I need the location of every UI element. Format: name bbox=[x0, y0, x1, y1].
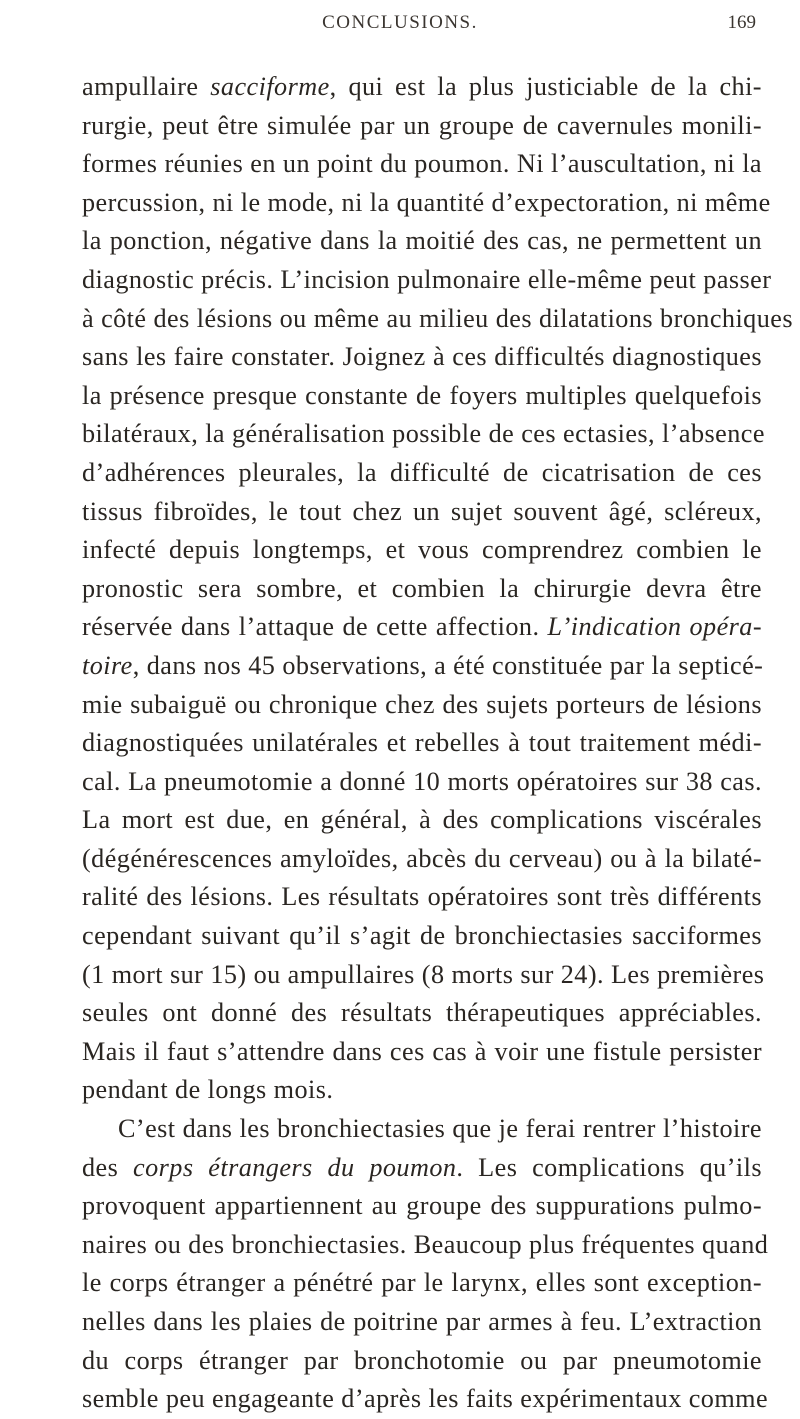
text-line bbox=[82, 107, 762, 146]
text-run: percussion, ni le mode, ni la quantité d’expectoration, ni même bbox=[82, 187, 771, 217]
text-run: à côté des lésions ou même au milieu des dilatations bronchiques bbox=[82, 303, 793, 333]
text-run: cependant suivant qu’il s’agit de bronchiectasies sacciformes bbox=[82, 921, 762, 951]
text-run: Mais il faut s’attendre dans ces cas à voir une fistule persister bbox=[82, 1036, 762, 1066]
text-run: infecté depuis longtemps, et vous comprendrez combien le bbox=[82, 535, 762, 565]
text-line bbox=[82, 1071, 762, 1110]
text-run: semble peu engageante d’après les faits expérimentaux comme bbox=[82, 1384, 769, 1414]
text-run: rurgie, peut être simulée par un groupe de cavernules monili- bbox=[82, 110, 762, 140]
body-text bbox=[82, 68, 793, 1419]
text-line bbox=[82, 840, 762, 879]
text-run: bilatéraux, la généralisation possible de ces ectasies, l’absence bbox=[82, 419, 765, 449]
text-line bbox=[82, 1033, 762, 1072]
text-line bbox=[82, 415, 765, 454]
text-line bbox=[82, 1380, 769, 1419]
text-line bbox=[82, 222, 762, 261]
text-run: , qui est la plus justiciable de la chi- bbox=[329, 72, 762, 101]
text-run: . Les complications qu’ils bbox=[456, 1152, 762, 1182]
italic-text: sacciforme bbox=[210, 72, 330, 101]
text-run: sans les faire constater. Joignez à ces difficultés diagnostiques bbox=[82, 342, 762, 372]
text-run: la ponction, négative dans la moitié des cas, ne permettent un bbox=[82, 226, 762, 256]
text-line bbox=[82, 1187, 762, 1226]
text-line bbox=[82, 1226, 769, 1265]
page-number: 169 bbox=[727, 12, 756, 33]
text-line bbox=[82, 68, 762, 107]
text-run: nelles dans les plaies de poitrine par armes à feu. L’extraction bbox=[82, 1307, 762, 1336]
text-line bbox=[82, 608, 762, 647]
text-run: d’adhérences pleurales, la difficulté de cicatrisation de ces bbox=[82, 457, 762, 487]
text-line bbox=[82, 338, 762, 377]
text-line bbox=[82, 184, 771, 223]
text-line bbox=[82, 300, 793, 339]
text-run: seules ont donné des résultats thérapeutiques appréciables. bbox=[82, 998, 762, 1028]
text-run: (1 mort sur 15) ou ampullaires (8 morts sur 24). Les premières bbox=[82, 959, 765, 989]
text-line bbox=[82, 377, 762, 416]
text-line bbox=[82, 493, 762, 532]
text-line bbox=[82, 145, 762, 184]
text-run: tissus fibroïdes, le tout chez un sujet souvent âgé, scléreux, bbox=[82, 496, 762, 526]
text-line bbox=[82, 763, 762, 802]
running-head-title: CONCLUSIONS. bbox=[322, 12, 478, 33]
text-run: le corps étranger a pénétré par le larynx, elles sont exception- bbox=[82, 1268, 762, 1298]
text-run: mie subaiguë ou chronique chez des sujets porteurs de lésions bbox=[82, 689, 762, 719]
text-run: du corps étranger par bronchotomie ou par pneumotomie bbox=[82, 1345, 762, 1375]
italic-text: L’indication opéra- bbox=[547, 612, 763, 642]
text-line bbox=[82, 261, 772, 300]
text-run: diagnostic précis. L’incision pulmonaire elle-même peut passer bbox=[82, 264, 772, 294]
text-run: La mort est due, en général, à des complications viscérales bbox=[82, 805, 762, 835]
text-run: des bbox=[82, 1152, 134, 1182]
text-line bbox=[82, 878, 762, 917]
text-run: la présence presque constante de foyers multiples quelquefois bbox=[82, 380, 762, 410]
text-run: pendant de longs mois. bbox=[82, 1075, 334, 1105]
paragraph bbox=[82, 1110, 769, 1419]
text-line bbox=[82, 1342, 762, 1381]
text-run: formes réunies en un point du poumon. Ni l’auscultation, ni la bbox=[82, 149, 762, 179]
text-line bbox=[82, 1149, 762, 1188]
text-line bbox=[82, 1264, 762, 1303]
text-run: pronostic sera sombre, et combien la chirurgie devra être bbox=[82, 573, 762, 603]
text-line bbox=[82, 531, 762, 570]
text-run: provoquent appartiennent au groupe des suppurations pulmo- bbox=[82, 1191, 762, 1221]
text-run: C’est dans les bronchiectasies que je ferai rentrer l’histoire bbox=[118, 1114, 762, 1144]
text-run: diagnostiquées unilatérales et rebelles à tout traitement médi- bbox=[82, 728, 762, 758]
text-run: naires ou des bronchiectasies. Beaucoup plus fréquentes quand bbox=[82, 1229, 769, 1259]
text-run: ralité des lésions. Les résultats opératoires sont très différents bbox=[82, 882, 762, 912]
running-head bbox=[0, 12, 800, 42]
text-line bbox=[82, 994, 762, 1033]
text-run: (dégénérescences amyloïdes, abcès du cerveau) ou à la bilaté- bbox=[82, 843, 762, 873]
text-run: cal. La pneumotomie a donné 10 morts opératoires sur 38 cas. bbox=[82, 766, 762, 796]
paragraph bbox=[82, 68, 793, 1110]
text-line bbox=[82, 454, 762, 493]
italic-text: corps étrangers du poumon bbox=[133, 1152, 457, 1182]
text-line bbox=[82, 801, 762, 840]
text-line bbox=[82, 1303, 762, 1342]
text-line bbox=[82, 686, 762, 725]
text-line bbox=[82, 956, 765, 995]
text-line bbox=[82, 647, 762, 686]
text-line bbox=[82, 1110, 762, 1149]
text-run: , dans nos 45 observations, a été constituée par la septicé- bbox=[132, 650, 764, 680]
text-line bbox=[82, 917, 762, 956]
text-run: ampullaire bbox=[82, 72, 211, 101]
text-line bbox=[82, 570, 762, 609]
text-line bbox=[82, 724, 762, 763]
italic-text: toire bbox=[82, 650, 133, 680]
text-run: réservée dans l’attaque de cette affection. bbox=[82, 612, 548, 642]
